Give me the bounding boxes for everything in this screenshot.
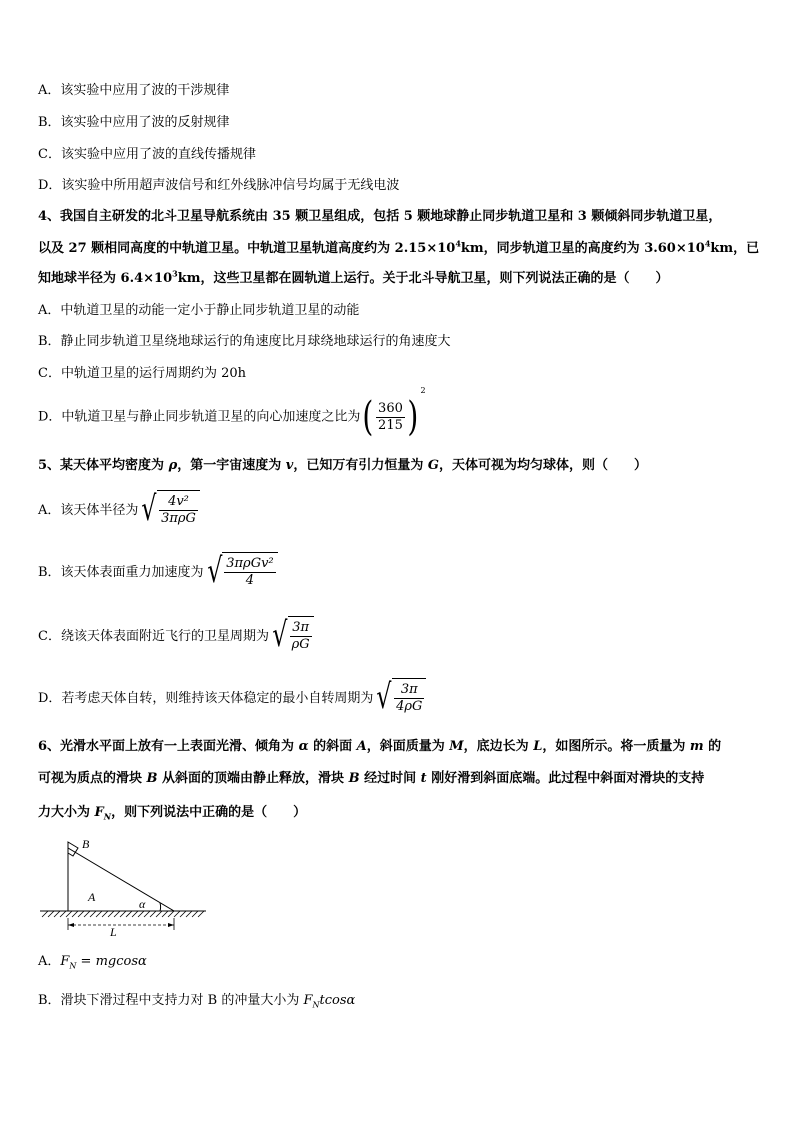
q5-option-c: C．绕该天体表面附近飞行的卫星周期为 √ $\frac{3\pi}{\rho G}$ <box>38 616 314 657</box>
q5-option-a: A．该天体半径为 √ $\frac{\text{4v²}}{\text{3πρG}}$ <box>38 490 200 531</box>
q6-stem-line1: 6、光滑水平面上放有一上表面光滑、倾角为 α 的斜面 A，斜面质量为 M，底边长为 L，如图所示。将一质量为 m 的 <box>38 739 722 754</box>
q4-option-b: B．静止同步轨道卫星绕地球运行的角速度比月球绕地球运行的角速度大 <box>38 334 451 349</box>
sqrt-formula: √ $\frac{3\pi}{\rho G}$ <box>269 616 314 657</box>
sqrt-formula: √ $\frac{\text{4v²}}{\text{3πρG}}$ <box>138 490 200 531</box>
q4-stem-line3: 知地球半径为 $6.4\times 10^3km$，这些卫星都在圆轨道上运行。关于北斗导航卫星，则下列说法正确的是（ ） <box>38 268 669 286</box>
sqrt-formula: √ $\frac{3\pi}{4\rho G}$ <box>373 678 426 719</box>
sqrt-formula: √ $\frac{\text{3πρGv²}}{4}$ <box>204 552 278 593</box>
q5-option-b: B．该天体表面重力加速度为 √ $\frac{\text{3πρGv²}}{4}$ <box>38 552 278 593</box>
q4-stem-line2: 以及 27 颗相同高度的中轨道卫星。中轨道卫星轨道高度约为 $2.15\times 10^4km$，同步轨道卫星的高度约为 $3.60\times 10^4km$，已 <box>38 238 760 256</box>
q6-stem-line2: 可视为质点的滑块 B 从斜面的顶端由静止释放，滑块 B 经过时间 t 刚好滑到斜面底端。此过程中斜面对滑块的支持 <box>38 771 705 786</box>
q3-option-d: D．该实验中所用超声波信号和红外线脉冲信号均属于无线电波 <box>38 178 400 193</box>
q3-option-c: C．该实验中应用了波的直线传播规律 <box>38 147 256 162</box>
fraction-360-215: ( $\frac{360}{215}$ ) <box>362 394 419 440</box>
q5-stem: 5、某天体平均密度为 ρ，第一宇宙速度为 v，已知万有引力恒量为 G，天体可视为均匀球体，则（ ） <box>38 458 647 473</box>
q3-option-a: A．该实验中应用了波的干涉规律 <box>38 83 230 98</box>
label-b: B <box>82 837 90 851</box>
q5-option-d: D．若考虑天体自转，则维持该天体稳定的最小自转周期为 √ $\frac{3\pi}{4\rho G}$ <box>38 678 426 719</box>
q4-stem-line1: 4、我国自主研发的北斗卫星导航系统由 35 颗卫星组成，包括 5 颗地球静止同步轨道卫星和 3 颗倾斜同步轨道卫星， <box>38 209 722 224</box>
q6-option-a: A．$F_N = mgcos\alpha$ <box>38 954 147 971</box>
label-alpha: α <box>139 897 146 911</box>
angle-arc <box>160 903 161 911</box>
q4-option-d: D．中轨道卫星与静止同步轨道卫星的向心加速度之比为 ( $\frac{360}{215}$ ) $^2$ <box>38 386 426 440</box>
incline-diagram <box>38 830 218 940</box>
label-a: A <box>88 890 96 904</box>
ground-hatch <box>42 911 204 917</box>
q4-option-c: C．中轨道卫星的运行周期约为 20h <box>38 366 246 381</box>
q4-option-a: A．中轨道卫星的动能一定小于静止同步轨道卫星的动能 <box>38 303 360 318</box>
q3-option-b: B．该实验中应用了波的反射规律 <box>38 115 230 130</box>
label-l: L <box>110 925 117 939</box>
incline-triangle <box>68 848 174 911</box>
q6-option-b: B．滑块下滑过程中支持力对 B 的冲量大小为 $F_Ntcos\alpha$ <box>38 993 356 1010</box>
q6-stem-line3: 力大小为 $F_N$，则下列说法中正确的是（ ） <box>38 805 307 822</box>
